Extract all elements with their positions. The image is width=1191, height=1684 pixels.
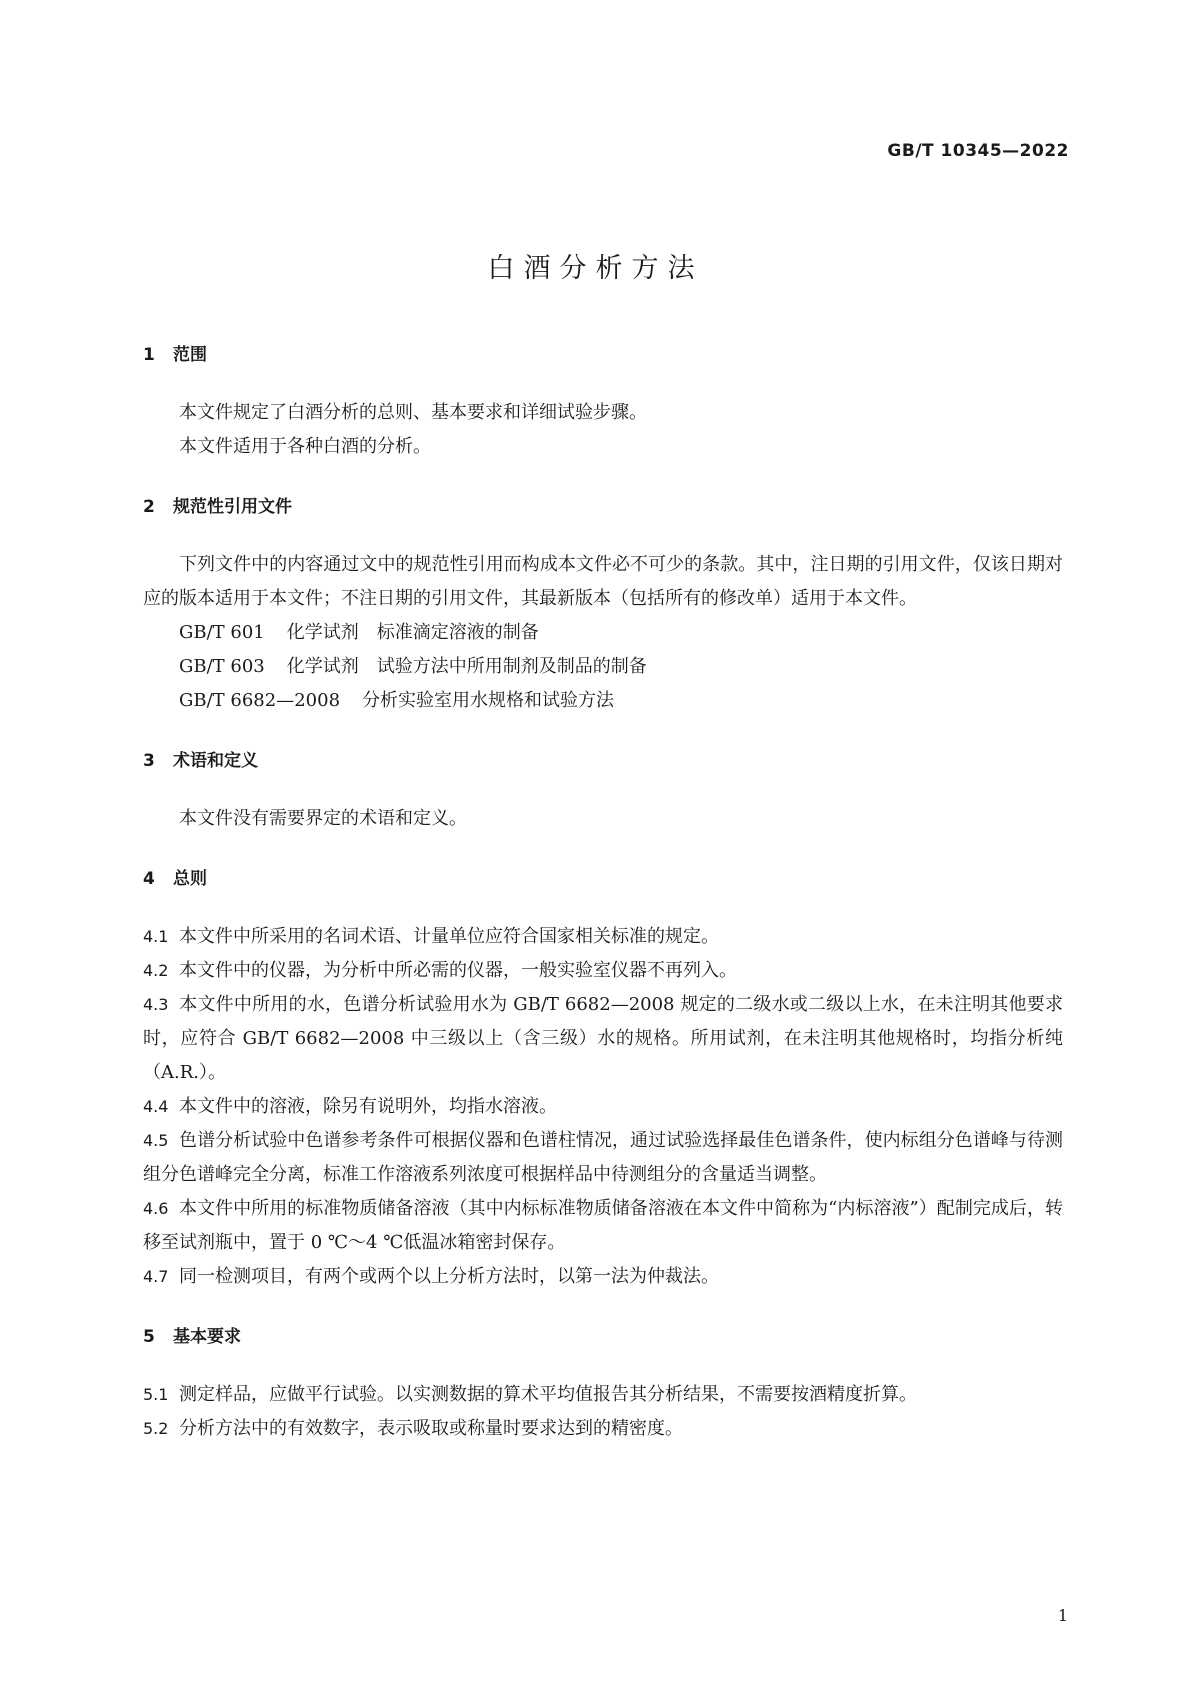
section-heading-normative-references (143, 490, 1063, 524)
clause-text: 分析方法中的有效数字，表示吸取或称量时要求达到的精密度。 (179, 1418, 683, 1439)
paragraph: 本文件没有需要界定的术语和定义。 (179, 808, 467, 829)
clause (143, 988, 1063, 1090)
clause-text: 本文件中的仪器，为分析中所必需的仪器，一般实验室仪器不再列入。 (179, 960, 737, 981)
section-title: 总则 (173, 869, 207, 889)
clause (143, 1090, 1063, 1124)
clause-number: 4.2 (143, 961, 169, 980)
standard-number: GB/T 10345—2022 (887, 141, 1069, 161)
section-heading-general (143, 862, 1063, 896)
clause-text: 同一检测项目，有两个或两个以上分析方法时，以第一法为仲裁法。 (179, 1266, 719, 1287)
section-heading-scope (143, 338, 1063, 372)
paragraph: 下列文件中的内容通过文中的规范性引用而构成本文件必不可少的条款。其中，注日期的引用文件，仅该日期对应的版本适用于本文件；不注日期的引用文件，其最新版本（包括所有的修改单）适用于本文件。 (143, 554, 1063, 609)
clause-number: 4.5 (143, 1131, 169, 1150)
section-number: 4 (143, 869, 155, 889)
section-title: 术语和定义 (173, 751, 258, 771)
page-number: 1 (1057, 1606, 1068, 1625)
reference-code: GB/T 601 (179, 622, 265, 643)
reference-item (143, 684, 1063, 718)
clause-text: 本文件中所用的水，色谱分析试验用水为 GB/T 6682—2008 规定的二级水或二级以上水，在未注明其他要求时，应符合 GB/T 6682—2008 中三级以上（含三级）水的规格。所用试剂，在未注明其他规格时，均指分析纯（A.R.）。 (143, 994, 1063, 1083)
clause (143, 954, 1063, 988)
clause (143, 1412, 1063, 1446)
clause-text: 本文件中所采用的名词术语、计量单位应符合国家相关标准的规定。 (179, 926, 719, 947)
reference-title: 化学试剂 标准滴定溶液的制备 (286, 622, 539, 643)
section-title: 基本要求 (173, 1327, 241, 1347)
reference-title: 化学试剂 试验方法中所用制剂及制品的制备 (286, 656, 647, 677)
clause (143, 1192, 1063, 1260)
document-title: 白酒分析方法 (487, 253, 704, 284)
reference-title: 分析实验室用水规格和试验方法 (362, 690, 615, 711)
reference-code: GB/T 603 (179, 656, 265, 677)
clause (143, 1124, 1063, 1192)
clause-number: 4.6 (143, 1199, 169, 1218)
clause-text: 色谱分析试验中色谱参考条件可根据仪器和色谱柱情况，通过试验选择最佳色谱条件，使内标组分色谱峰与待测组分色谱峰完全分离，标准工作溶液系列浓度可根据样品中待测组分的含量适当调整。 (143, 1130, 1063, 1185)
paragraph: 本文件规定了白酒分析的总则、基本要求和详细试验步骤。 (179, 402, 647, 423)
section-heading-basic-requirements (143, 1320, 1063, 1354)
section-heading-terms (143, 744, 1063, 778)
clause-number: 4.1 (143, 927, 169, 946)
section-title: 范围 (173, 345, 207, 365)
reference-code: GB/T 6682—2008 (179, 690, 341, 711)
clause-number: 4.4 (143, 1097, 169, 1116)
section-title: 规范性引用文件 (173, 497, 292, 517)
clause-text: 本文件中的溶液，除另有说明外，均指水溶液。 (179, 1096, 557, 1117)
reference-item (143, 650, 1063, 684)
clause-text: 测定样品，应做平行试验。以实测数据的算术平均值报告其分析结果，不需要按酒精度折算。 (179, 1384, 917, 1405)
clause-number: 5.1 (143, 1385, 169, 1404)
clause-number: 5.2 (143, 1419, 169, 1438)
clause-text: 本文件中所用的标准物质储备溶液（其中内标标准物质储备溶液在本文件中简称为“内标溶液”）配制完成后，转移至试剂瓶中，置于 0 ℃～4 ℃低温冰箱密封保存。 (143, 1198, 1063, 1253)
clause-number: 4.7 (143, 1267, 169, 1286)
clause (143, 1378, 1063, 1412)
clause (143, 920, 1063, 954)
section-number: 2 (143, 497, 155, 517)
clause (143, 1260, 1063, 1294)
paragraph: 本文件适用于各种白酒的分析。 (179, 436, 431, 457)
section-number: 5 (143, 1327, 155, 1347)
document-body (143, 338, 1063, 1446)
clause-number: 4.3 (143, 995, 169, 1014)
section-number: 1 (143, 345, 155, 365)
reference-item (143, 616, 1063, 650)
section-number: 3 (143, 751, 155, 771)
